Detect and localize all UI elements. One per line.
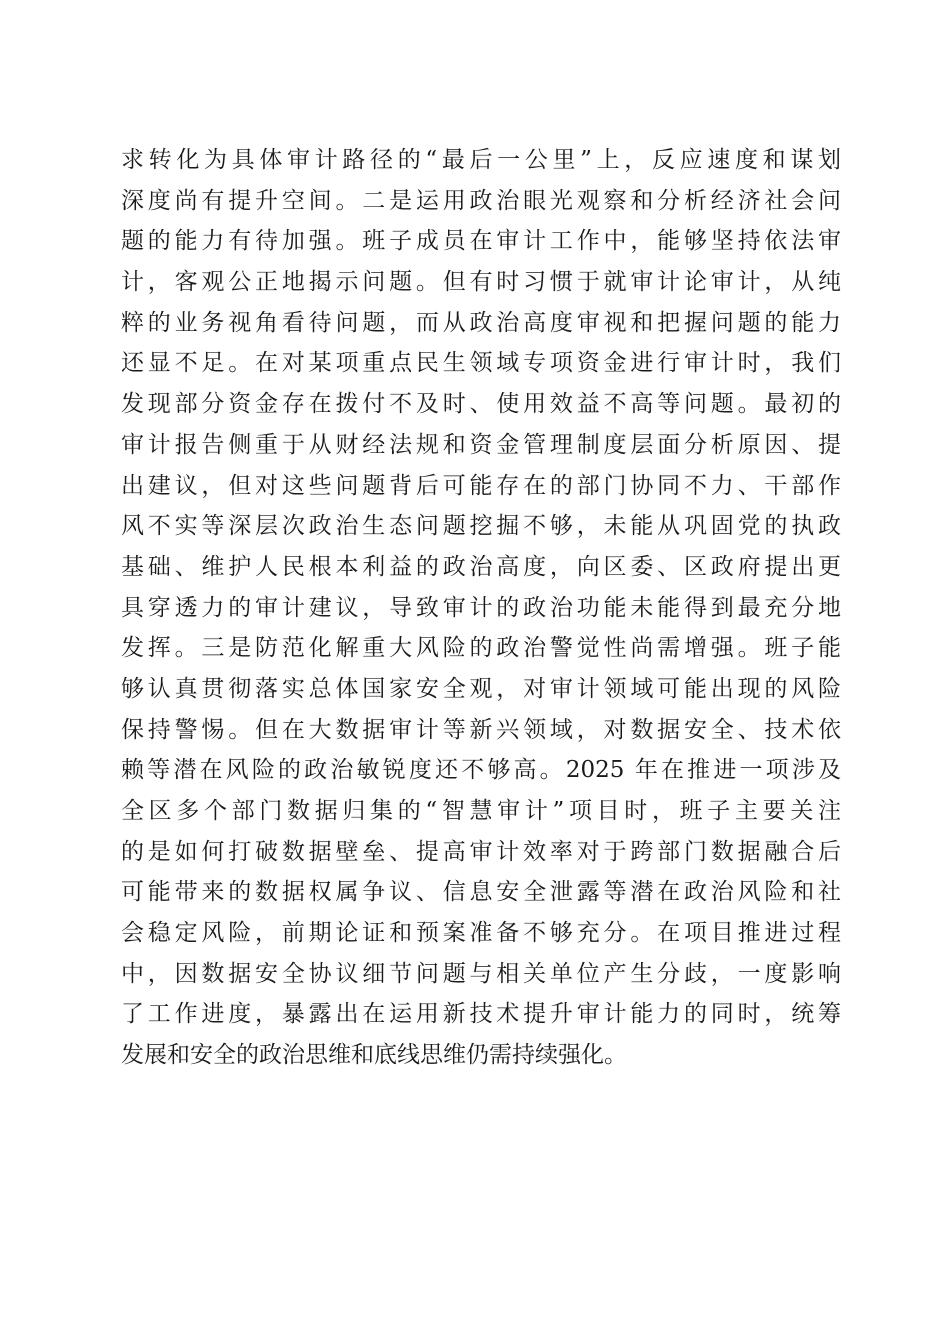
text-line: 风不实等深层次政治生态问题挖掘不够，未能从巩固党的执政 [121,513,841,540]
text-line: 审计报告侧重于从财经法规和资金管理制度层面分析原因、提 [121,431,841,458]
text-line: 发现部分资金存在拨付不及时、使用效益不高等问题。最初的 [121,391,841,418]
text-line: 会稳定风险，前期论证和预案准备不够充分。在项目推进过程 [121,920,841,947]
text-line: 够认真贯彻落实总体国家安全观，对审计领域可能出现的风险 [121,675,841,702]
text-line: 还显不足。在对某项重点民生领域专项资金进行审计时，我们 [121,350,841,377]
text-line: 粹的业务视角看待问题，而从政治高度审视和把握问题的能力 [121,309,841,336]
text-line: 了工作进度，暴露出在运用新技术提升审计能力的同时，统筹 [121,1001,841,1028]
text-line: 求转化为具体审计路径的“最后一公里”上，反应速度和谋划 [121,147,841,173]
text-line: 基础、维护人民根本利益的政治高度，向区委、区政府提出更 [121,553,841,580]
text-line: 全区多个部门数据归集的“智慧审计”项目时，班子主要关注 [121,798,841,824]
text-line: 出建议，但对这些问题背后可能存在的部门协同不力、干部作 [121,472,841,499]
text-line: 中，因数据安全协议细节问题与相关单位产生分歧，一度影响 [121,960,841,987]
text-line: 具穿透力的审计建议，导致审计的政治功能未能得到最充分地 [121,594,841,621]
text-line: 的是如何打破数据壁垒、提高审计效率对于跨部门数据融合后 [121,838,841,865]
text-line: 可能带来的数据权属争议、信息安全泄露等潜在政治风险和社 [121,879,841,906]
text-line: 保持警惕。但在大数据审计等新兴领域，对数据安全、技术依 [121,716,841,743]
text-line: 深度尚有提升空间。二是运用政治眼光观察和分析经济社会问 [121,187,841,214]
text-line: 赖等潜在风险的政治敏锐度还不够高。2025 年在推进一项涉及 [121,757,841,784]
text-line: 发挥。三是防范化解重大风险的政治警觉性尚需增强。班子能 [121,635,841,662]
body-paragraph [121,140,841,1076]
text-line: 计，客观公正地揭示问题。但有时习惯于就审计论审计，从纯 [121,269,841,296]
text-line: 题的能力有待加强。班子成员在审计工作中，能够坚持依法审 [121,228,841,255]
text-line-last: 发展和安全的政治思维和底线思维仍需持续强化。 [121,1042,627,1069]
